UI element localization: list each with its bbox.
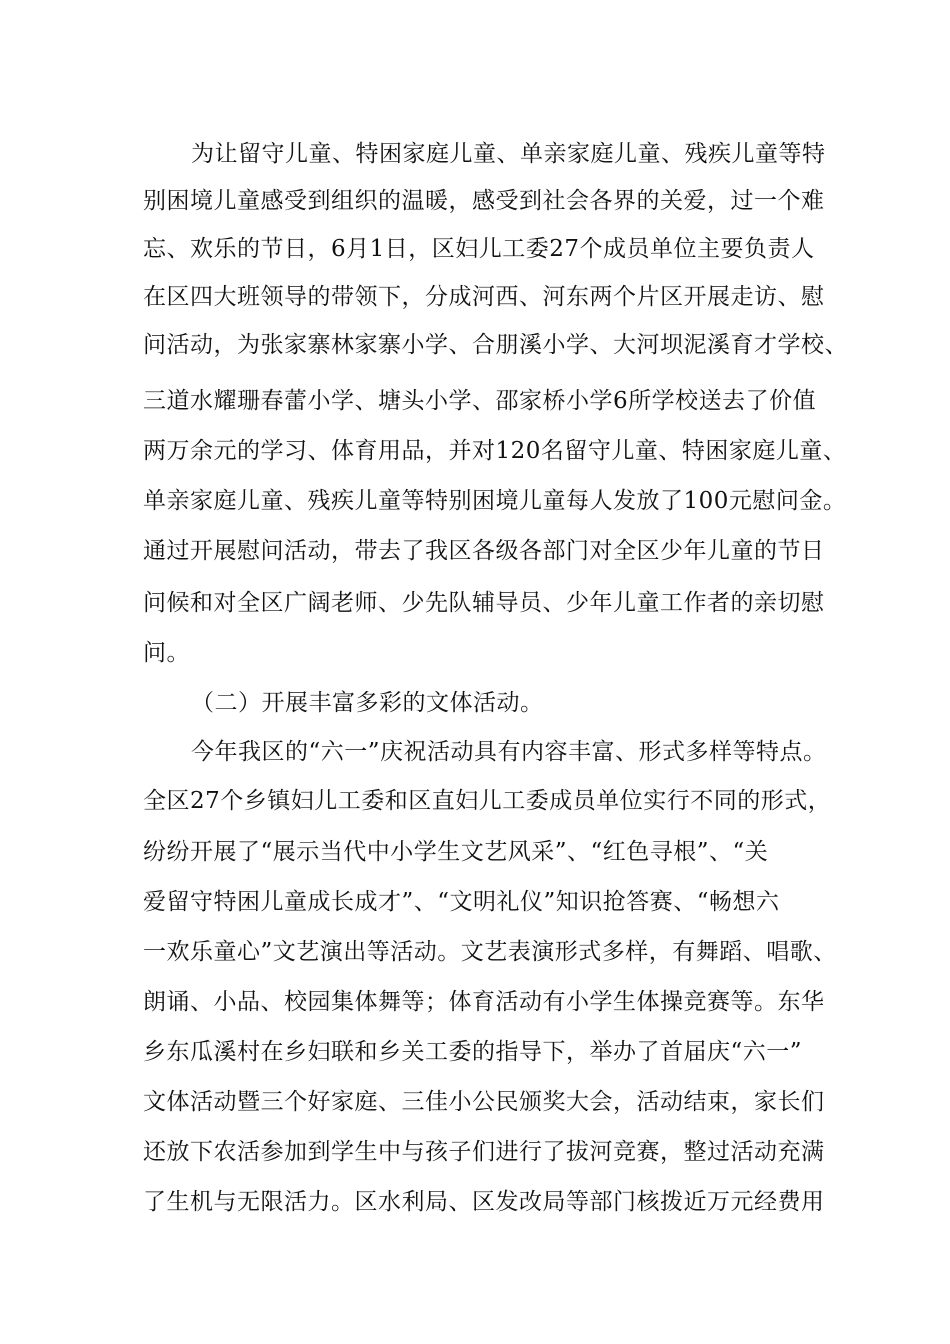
text-line: 全区27个乡镇妇儿工委和区直妇儿工委成员单位实行不同的形式，	[143, 788, 832, 814]
text-line: 为让留守儿童、特困家庭儿童、单亲家庭儿童、残疾儿童等特	[191, 141, 826, 167]
text-line: 单亲家庭儿童、残疾儿童等特别困境儿童每人发放了100元慰问金。	[143, 488, 847, 514]
text-line: 问候和对全区广阔老师、少先队辅导员、少年儿童工作者的亲切慰	[143, 590, 825, 616]
text-line: 爱留守特困儿童成长成才”、“文明礼仪”知识抢答赛、“畅想六	[143, 889, 780, 915]
text-line: 今年我区的“六一”庆祝活动具有内容丰富、形式多样等特点。	[191, 739, 827, 765]
text-line: 乡东瓜溪村在乡妇联和乡关工委的指导下，举办了首届庆“六一”	[143, 1039, 803, 1065]
text-line: 纷纷开展了“展示当代中小学生文艺风采”、“红色寻根”、“关	[143, 839, 769, 865]
text-line: 两万余元的学习、体育用品，并对120名留守儿童、特困家庭儿童、	[143, 438, 847, 464]
text-line: 还放下农活参加到学生中与孩子们进行了拔河竞赛，整过活动充满	[143, 1139, 825, 1165]
text-line: 一欢乐童心”文艺演出等活动。文艺表演形式多样，有舞蹈、唱歌、	[143, 939, 837, 965]
text-line: 别困境儿童感受到组织的温暖，感受到社会各界的关爱，过一个难	[143, 188, 825, 214]
text-line: 文体活动暨三个好家庭、三佳小公民颁奖大会，活动结束，家长们	[143, 1089, 825, 1115]
text-line: 问。	[143, 640, 190, 666]
section-heading: （二）开展丰富多彩的文体活动。	[191, 690, 544, 716]
text-line: 朗诵、小品、校园集体舞等；体育活动有小学生体操竞赛等。东华	[143, 989, 825, 1015]
text-line: 了生机与无限活力。区水利局、区发改局等部门核拨近万元经费用	[143, 1189, 825, 1215]
text-line: 忘、欢乐的节日，6月1日，区妇儿工委27个成员单位主要负责人	[143, 236, 815, 262]
text-line: 在区四大班领导的带领下，分成河西、河东两个片区开展走访、慰	[143, 284, 825, 310]
text-line: 三道水耀珊春蕾小学、塘头小学、邵家桥小学6所学校送去了价值	[143, 388, 817, 414]
text-line: 通过开展慰问活动，带去了我区各级各部门对全区少年儿童的节日	[143, 538, 825, 564]
text-line: 问活动，为张家寨林家寨小学、合朋溪小学、大河坝泥溪育才学校、	[143, 332, 848, 358]
